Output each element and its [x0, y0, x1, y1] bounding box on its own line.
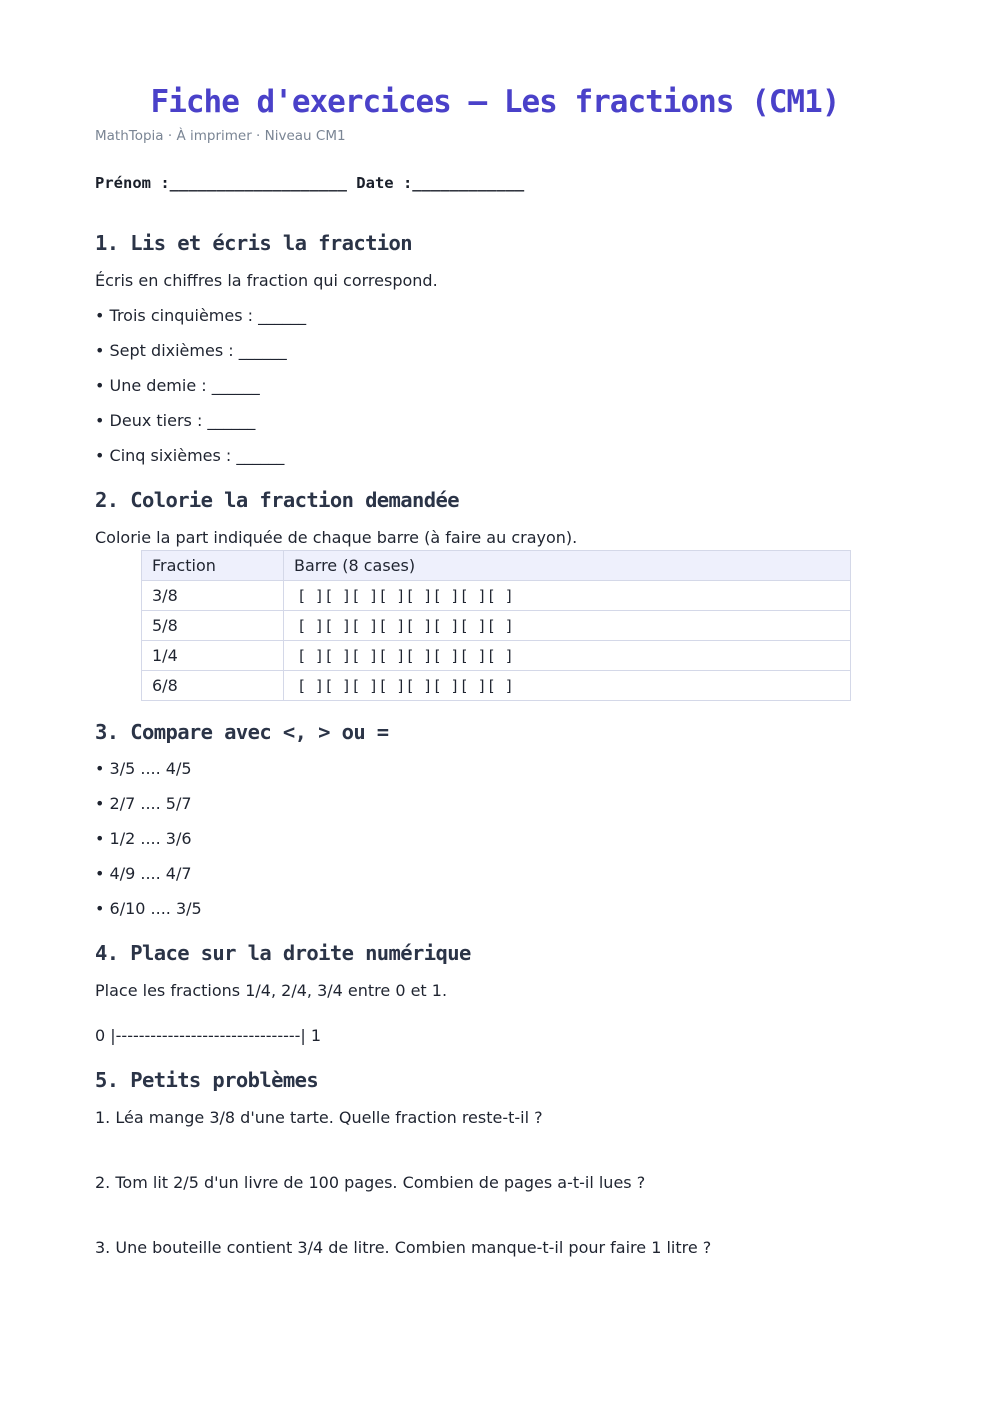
fraction-cell: 1/4: [142, 641, 284, 671]
fraction-cell: 3/8: [142, 581, 284, 611]
page-subtitle: MathTopia · À imprimer · Niveau CM1: [95, 128, 346, 144]
problem-item: 1. Léa mange 3/8 d'une tarte. Quelle fraction reste-t-il ?: [95, 1108, 543, 1127]
identity-fields: Prénom :___________________ Date :____________: [95, 174, 525, 192]
bar-cell: [ ][ ][ ][ ][ ][ ][ ][ ]: [284, 611, 851, 641]
table-row: [142, 581, 851, 611]
comparison-item: • 4/9 .... 4/7: [95, 864, 192, 883]
fraction-bars-table: [141, 550, 851, 701]
section-1-item: • Cinq sixièmes : ______: [95, 446, 285, 465]
section-1-instruction: Écris en chiffres la fraction qui correspond.: [95, 271, 438, 290]
section-1-item: • Deux tiers : ______: [95, 411, 256, 430]
column-header-fraction: Fraction: [142, 551, 284, 581]
comparison-item: • 6/10 .... 3/5: [95, 899, 202, 918]
column-header-bar: Barre (8 cases): [284, 551, 851, 581]
section-1-item: • Trois cinquièmes : ______: [95, 306, 307, 325]
table-row: [142, 641, 851, 671]
section-4-instruction: Place les fractions 1/4, 2/4, 3/4 entre 0 et 1.: [95, 981, 448, 1000]
section-3-title: 3. Compare avec <, > ou =: [95, 720, 389, 744]
bar-cell: [ ][ ][ ][ ][ ][ ][ ][ ]: [284, 671, 851, 701]
table-header-row: [142, 551, 851, 581]
bar-cell: [ ][ ][ ][ ][ ][ ][ ][ ]: [284, 641, 851, 671]
number-line: 0 |--------------------------------| 1: [95, 1026, 322, 1045]
problem-item: 3. Une bouteille contient 3/4 de litre. Combien manque-t-il pour faire 1 litre ?: [95, 1238, 712, 1257]
bar-cell: [ ][ ][ ][ ][ ][ ][ ][ ]: [284, 581, 851, 611]
section-4-title: 4. Place sur la droite numérique: [95, 941, 471, 965]
section-1-item: • Sept dixièmes : ______: [95, 341, 287, 360]
section-2-title: 2. Colorie la fraction demandée: [95, 488, 460, 512]
comparison-item: • 2/7 .... 5/7: [95, 794, 192, 813]
section-5-title: 5. Petits problèmes: [95, 1068, 319, 1092]
problem-item: 2. Tom lit 2/5 d'un livre de 100 pages. Combien de pages a-t-il lues ?: [95, 1173, 646, 1192]
table-row: [142, 611, 851, 641]
fraction-cell: 6/8: [142, 671, 284, 701]
section-1-title: 1. Lis et écris la fraction: [95, 231, 413, 255]
comparison-item: • 1/2 .... 3/6: [95, 829, 192, 848]
comparison-item: • 3/5 .... 4/5: [95, 759, 192, 778]
section-2-instruction: Colorie la part indiquée de chaque barre (à faire au crayon).: [95, 528, 578, 547]
fraction-cell: 5/8: [142, 611, 284, 641]
page-title: Fiche d'exercices — Les fractions (CM1): [150, 84, 840, 120]
section-1-item: • Une demie : ______: [95, 376, 260, 395]
table-row: [142, 671, 851, 701]
